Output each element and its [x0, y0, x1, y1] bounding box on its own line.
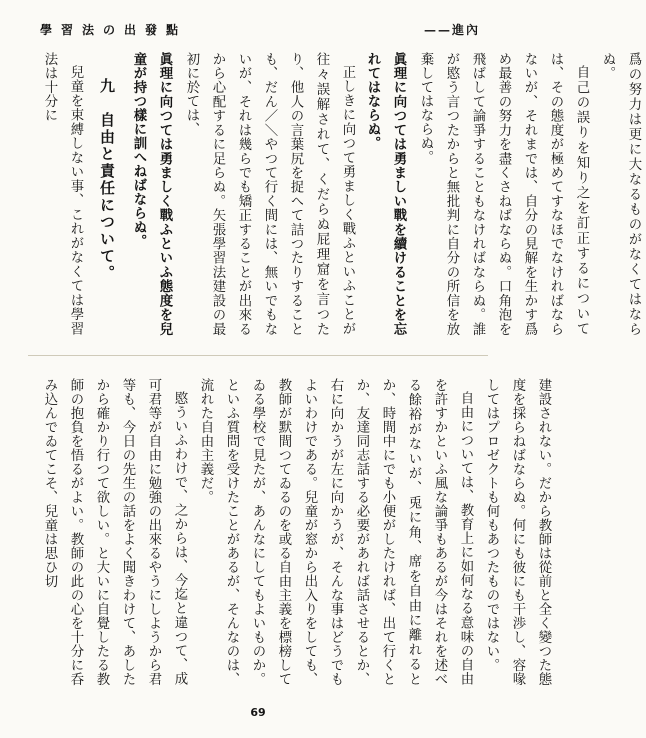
running-chapter: ——進內: [423, 22, 480, 37]
running-header: [40, 18, 480, 40]
section-heading: 九 自由と責任について。: [98, 78, 116, 282]
paragraph: 愍ういふわけで、之からは、今迄と違つて、成可君等が自由に勉強の出來るやうにしようから君等も、今日の先生の話をよく聞きわけて、あしたから確かり行つて欲しい。と大いに自覺したる教師の抱負を悟るがよい。教師の此の心を十分に呑み込んでゐてこそ、兒童は思ひ切: [42, 378, 187, 686]
upper-columns: [36, 52, 646, 336]
paragraph: 建設されない。だから教師は從前と全く變つた態度を採らねばならぬ。何にも彼にも干渉し、容喙してはプロゼクトも何もあつたものではない。: [484, 378, 551, 686]
paragraph: 正しきに向つて勇ましく戰ふといふことが往々誤解されて、くだらぬ屁理窟を言つたり、他人の言葉尻を捉へて詰つたりすることも、だん／＼やつて行く間には、無いでもないが、それは幾らでも矯正することが出來るから心配するに足らぬ。矢張學習法建設の最初に於ては、: [184, 52, 355, 336]
paragraph: 自己の誤りを知り之を訂正するについては、その態度が極めてすなほでなければならないが、それまでは、自分の見解を生かす爲め最善の努力を盡くさねばならぬ。口角泡を飛ばして論爭することもなければならぬ。誰が愍う言つたからと無批判に自分の所信を放棄してはならぬ。: [418, 52, 589, 336]
emphasized-paragraph: 眞理に向つては勇ましく戰ふといふ態度を兒童が持つ樣に訓へねばならぬ。: [131, 52, 173, 336]
section-opening-line: 兒童を束縛しない事、これがなくては學習法は十分に: [42, 52, 83, 336]
emphasized-paragraph: 眞理に向つては勇ましい戰を續けることを忘れてはならぬ。: [365, 52, 407, 336]
paragraph: 自由については、教育上に如何なる意味の自由を許すかといふ風な論爭もあるが今はそれを述べる餘裕がないが、兎に角、席を自由に離れるとか、時間中にでも小便がしたければ、出て行くとか、友達同志話する必要があれば話させるとか、右に向かうが左に向かうが、そんな事はどうでもよいわけである。兒童が窓から出入りをしても、教師が默間つてゐるのを或る自由主義を標榜してゐる學校で見たが、あんなにしてもよいものか。といふ質問を受けたことがあるが、そんなのは、流れた自由主義だ。: [198, 378, 473, 686]
block-divider: [28, 355, 488, 356]
lower-columns: [36, 378, 556, 686]
running-title: 學習法の出發點: [40, 22, 188, 37]
lower-text-block: [36, 378, 551, 686]
paragraph: 爲の努力は更に大なるものがなくてはならぬ。: [600, 52, 641, 336]
page-number: 69: [250, 706, 266, 719]
upper-text-block: [36, 52, 641, 336]
